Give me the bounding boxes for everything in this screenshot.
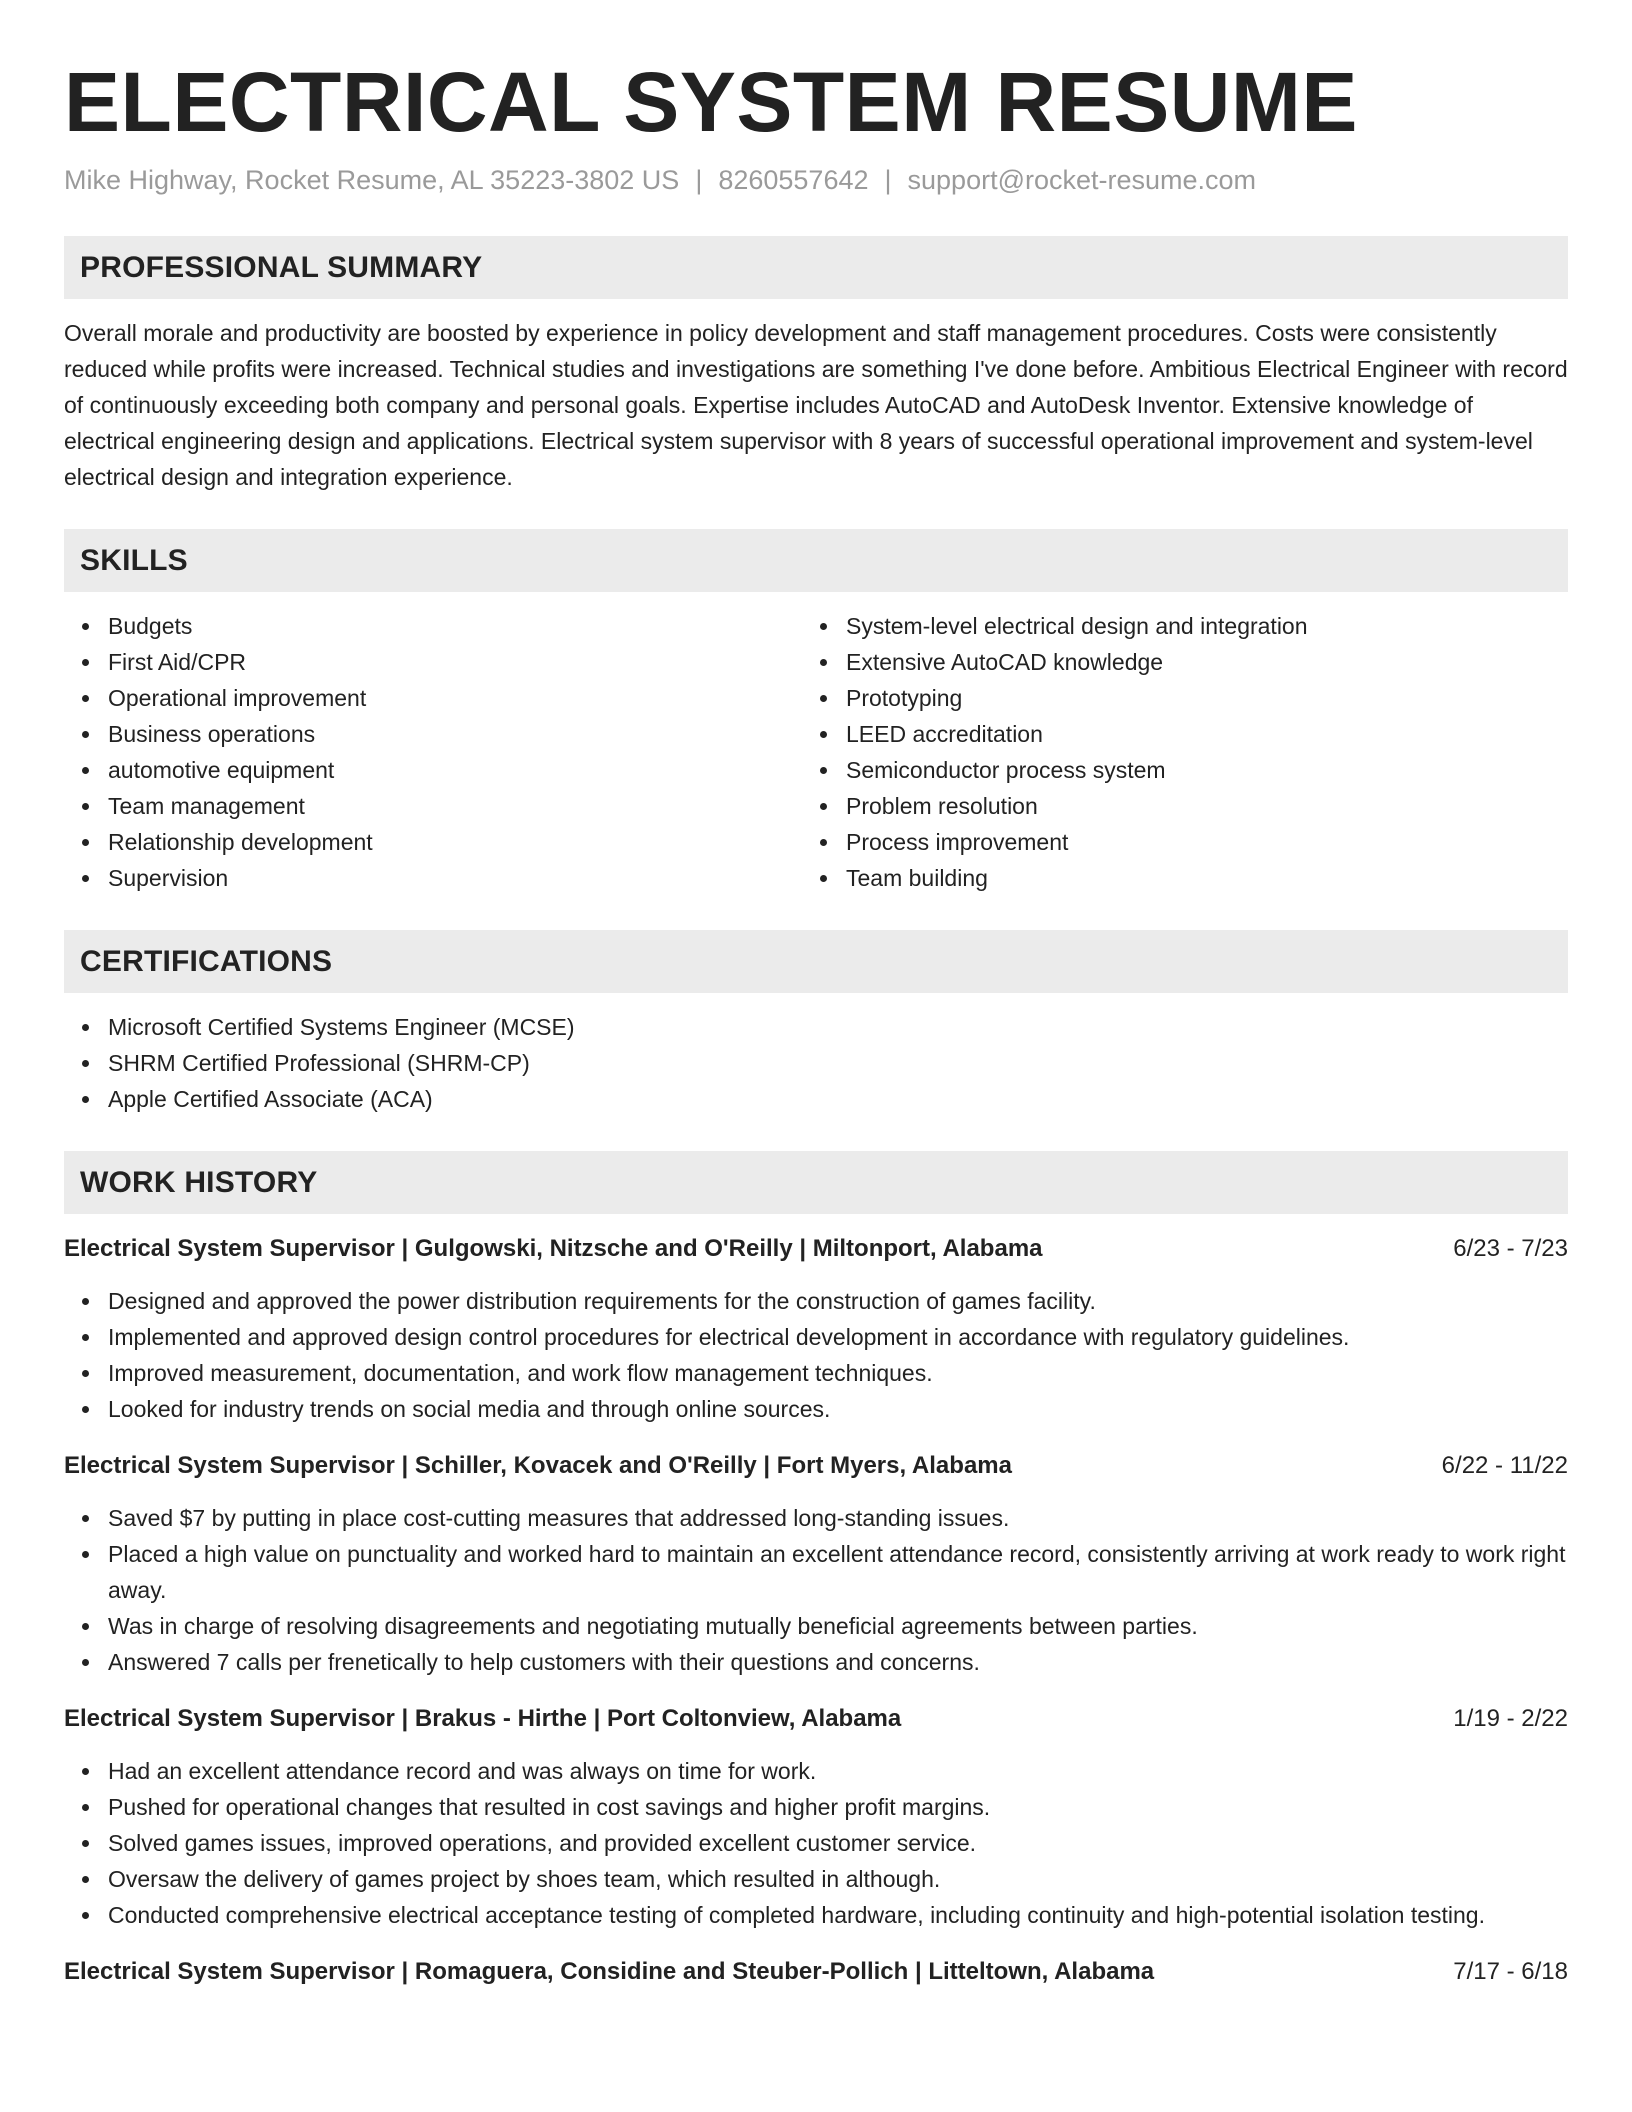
skill-item: Team building (802, 860, 1308, 896)
job-title: Electrical System Supervisor | Brakus - Hirthe | Port Coltonview, Alabama (64, 1705, 902, 1732)
skill-item: Semiconductor process system (802, 752, 1308, 788)
job-header (64, 1702, 1568, 1736)
job-bullet: Saved $7 by putting in place cost-cutting measures that addressed long-standing issues. (64, 1500, 1568, 1536)
job-entry (64, 1232, 1568, 1427)
job-bullet: Was in charge of resolving disagreements and negotiating mutually beneficial agreements between parties. (64, 1608, 1568, 1644)
skill-item: Problem resolution (802, 788, 1308, 824)
job-entry (64, 1955, 1568, 1989)
job-dates: 6/22 - 11/22 (1441, 1452, 1568, 1479)
work-history-heading: WORK HISTORY (64, 1151, 1568, 1214)
skill-item: automotive equipment (64, 752, 802, 788)
summary-heading: PROFESSIONAL SUMMARY (64, 236, 1568, 299)
skill-item: Business operations (64, 716, 802, 752)
contact-address: Mike Highway, Rocket Resume, AL 35223-3802 US (64, 165, 680, 195)
skill-item: Team management (64, 788, 802, 824)
job-header (64, 1955, 1568, 1989)
job-title: Electrical System Supervisor | Schiller, Kovacek and O'Reilly | Fort Myers, Alabama (64, 1452, 1012, 1479)
job-bullet: Pushed for operational changes that resulted in cost savings and higher profit margins. (64, 1789, 1568, 1825)
skill-item: Prototyping (802, 680, 1308, 716)
job-bullet: Had an excellent attendance record and was always on time for work. (64, 1753, 1568, 1789)
job-bullets (64, 1500, 1568, 1680)
job-dates: 1/19 - 2/22 (1453, 1705, 1568, 1732)
job-bullet: Looked for industry trends on social media and through online sources. (64, 1391, 1568, 1427)
job-entry (64, 1702, 1568, 1933)
job-bullet: Oversaw the delivery of games project by shoes team, which resulted in although. (64, 1861, 1568, 1897)
job-dates: 7/17 - 6/18 (1453, 1958, 1568, 1985)
job-bullet: Conducted comprehensive electrical acceptance testing of completed hardware, including continuity and high-potential isolation testing. (64, 1897, 1568, 1933)
contact-separator: | (884, 165, 892, 195)
certifications-list (64, 1009, 1568, 1117)
certification-item: SHRM Certified Professional (SHRM-CP) (64, 1045, 1568, 1081)
job-bullet: Placed a high value on punctuality and worked hard to maintain an excellent attendance record, consistently arriving at work ready to work right away. (64, 1536, 1568, 1608)
skill-item: Budgets (64, 608, 802, 644)
job-title: Electrical System Supervisor | Gulgowski, Nitzsche and O'Reilly | Miltonport, Alabama (64, 1235, 1043, 1262)
job-bullets (64, 1753, 1568, 1933)
contact-email[interactable]: support@rocket-resume.com (907, 165, 1257, 195)
certifications-heading: CERTIFICATIONS (64, 930, 1568, 993)
skills-column-left (64, 608, 802, 896)
job-bullet: Designed and approved the power distribution requirements for the construction of games facility. (64, 1283, 1568, 1319)
skill-item: Supervision (64, 860, 802, 896)
job-bullets (64, 1283, 1568, 1427)
skill-item: LEED accreditation (802, 716, 1308, 752)
contact-phone: 8260557642 (718, 165, 869, 195)
job-header (64, 1232, 1568, 1266)
resume-title: ELECTRICAL SYSTEM RESUME (64, 55, 1358, 149)
job-bullet: Implemented and approved design control procedures for electrical development in accordance with regulatory guidelines. (64, 1319, 1568, 1355)
certification-item: Apple Certified Associate (ACA) (64, 1081, 1568, 1117)
job-title: Electrical System Supervisor | Romaguera, Considine and Steuber-Pollich | Litteltown, Alabama (64, 1958, 1155, 1985)
skill-item: Operational improvement (64, 680, 802, 716)
job-bullet: Solved games issues, improved operations, and provided excellent customer service. (64, 1825, 1568, 1861)
summary-text: Overall morale and productivity are boosted by experience in policy development and staff management procedures. Costs were consistently reduced while profits were increased. Technical studies and investigations are something I've done before. Ambitious Electrical Engineer with record of continuously exceeding both company and personal goals. Expertise includes AutoCAD and AutoDesk Inventor. Extensive knowledge of electrical engineering design and applications. Electrical system supervisor with 8 years of successful operational improvement and system-level electrical design and integration experience. (64, 320, 1568, 490)
job-bullet: Improved measurement, documentation, and work flow management techniques. (64, 1355, 1568, 1391)
skills-heading: SKILLS (64, 529, 1568, 592)
contact-separator: | (695, 165, 703, 195)
job-dates: 6/23 - 7/23 (1453, 1235, 1568, 1262)
skills-column-right (802, 608, 1308, 896)
skill-item: Relationship development (64, 824, 802, 860)
skills-list (64, 608, 1568, 896)
skill-item: Extensive AutoCAD knowledge (802, 644, 1308, 680)
job-entry (64, 1449, 1568, 1680)
certification-item: Microsoft Certified Systems Engineer (MCSE) (64, 1009, 1568, 1045)
contact-line (64, 162, 1568, 198)
skill-item: System-level electrical design and integration (802, 608, 1308, 644)
skill-item: Process improvement (802, 824, 1308, 860)
job-bullet: Answered 7 calls per frenetically to help customers with their questions and concerns. (64, 1644, 1568, 1680)
skill-item: First Aid/CPR (64, 644, 802, 680)
job-header (64, 1449, 1568, 1483)
